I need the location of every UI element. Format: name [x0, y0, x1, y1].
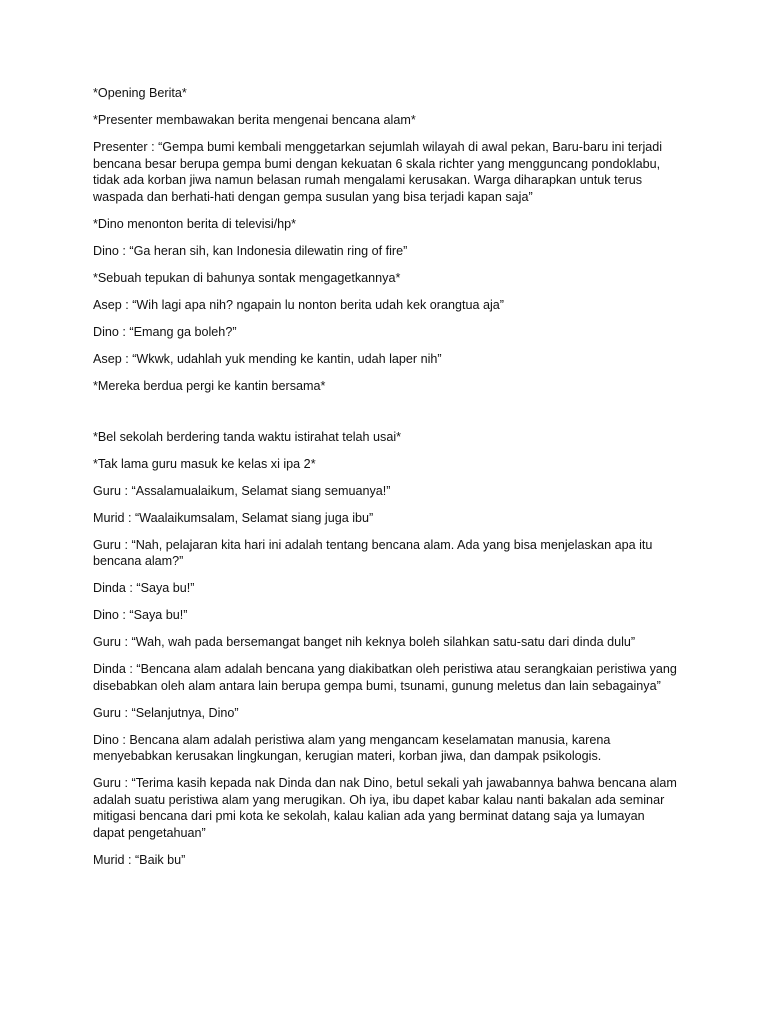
scene-heading-opening: *Opening Berita* — [93, 86, 187, 100]
dialogue-murid: Murid : “Baik bu” — [93, 852, 186, 867]
dialogue-asep: Asep : “Wih lagi apa nih? ngapain lu nonton berita udah kek orangtua aja” — [93, 297, 504, 312]
dialogue-guru: Guru : “Terima kasih kepada nak Dinda dan nak Dino, betul sekali yah jawabannya bahwa bencana alam adalah suatu peristiwa alam yang merugikan. Oh iya, ibu dapet kabar kalau nanti bakalan ada seminar mitigasi bencana dari pmi kota ke sekolah, kalau kalian ada yang berminat datang saja ya lumayan dapat pengetahuan” — [93, 776, 677, 840]
dialogue-dinda: Dinda : “Saya bu!” — [93, 581, 195, 595]
stage-direction: *Mereka berdua pergi ke kantin bersama* — [93, 378, 326, 393]
dialogue-dino: Dino : “Saya bu!” — [93, 608, 188, 622]
dialogue-murid: Murid : “Waalaikumsalam, Selamat siang juga ibu” — [93, 510, 374, 525]
dialogue-guru: Guru : “Assalamualaikum, Selamat siang semuanya!” — [93, 483, 391, 498]
dialogue-guru: Guru : “Selanjutnya, Dino” — [93, 705, 239, 720]
dialogue-presenter: Presenter : “Gempa bumi kembali menggetarkan sejumlah wilayah di awal pekan, Baru-baru ini terjadi bencana besar berupa gempa bumi dengan kekuatan 6 skala richter yang mengguncang pondoklabu, tidak ada korban jiwa namun belasan rumah mengalami kerusakan. Warga diharapkan untuk terus waspada dan berhati-hati dengan gempa susulan yang bisa terjadi kapan saja” — [93, 140, 663, 204]
stage-direction: *Presenter membawakan berita mengenai bencana alam* — [93, 113, 416, 127]
dialogue-asep: Asep : “Wkwk, udahlah yuk mending ke kantin, udah laper nih” — [93, 351, 442, 366]
stage-direction: *Sebuah tepukan di bahunya sontak mengagetkannya* — [93, 270, 401, 285]
stage-direction: *Dino menonton berita di televisi/hp* — [93, 216, 297, 231]
dialogue-guru: Guru : “Wah, wah pada bersemangat banget nih keknya boleh silahkan satu-satu dari dinda dulu” — [93, 635, 636, 649]
dialogue-dino: Dino : “Emang ga boleh?” — [93, 324, 237, 339]
scene-break — [93, 405, 678, 429]
dialogue-guru: Guru : “Nah, pelajaran kita hari ini adalah tentang bencana alam. Ada yang bisa menjelaskan apa itu bencana alam?” — [93, 537, 653, 568]
dialogue-dino: Dino : Bencana alam adalah peristiwa alam yang mengancam keselamatan manusia, karena menyebabkan kerusakan lingkungan, kerugian materi, korban jiwa, dan dampak psikologis. — [93, 732, 611, 763]
stage-direction: *Tak lama guru masuk ke kelas xi ipa 2* — [93, 456, 316, 471]
dialogue-dinda: Dinda : “Bencana alam adalah bencana yang diakibatkan oleh peristiwa atau serangkaian peristiwa yang disebabkan oleh alam antara lain berupa gempa bumi, tsunami, gunung meletus dan lain sebagainya” — [93, 662, 677, 693]
dialogue-dino: Dino : “Ga heran sih, kan Indonesia dilewatin ring of fire” — [93, 243, 408, 258]
stage-direction: *Bel sekolah berdering tanda waktu istirahat telah usai* — [93, 429, 402, 444]
